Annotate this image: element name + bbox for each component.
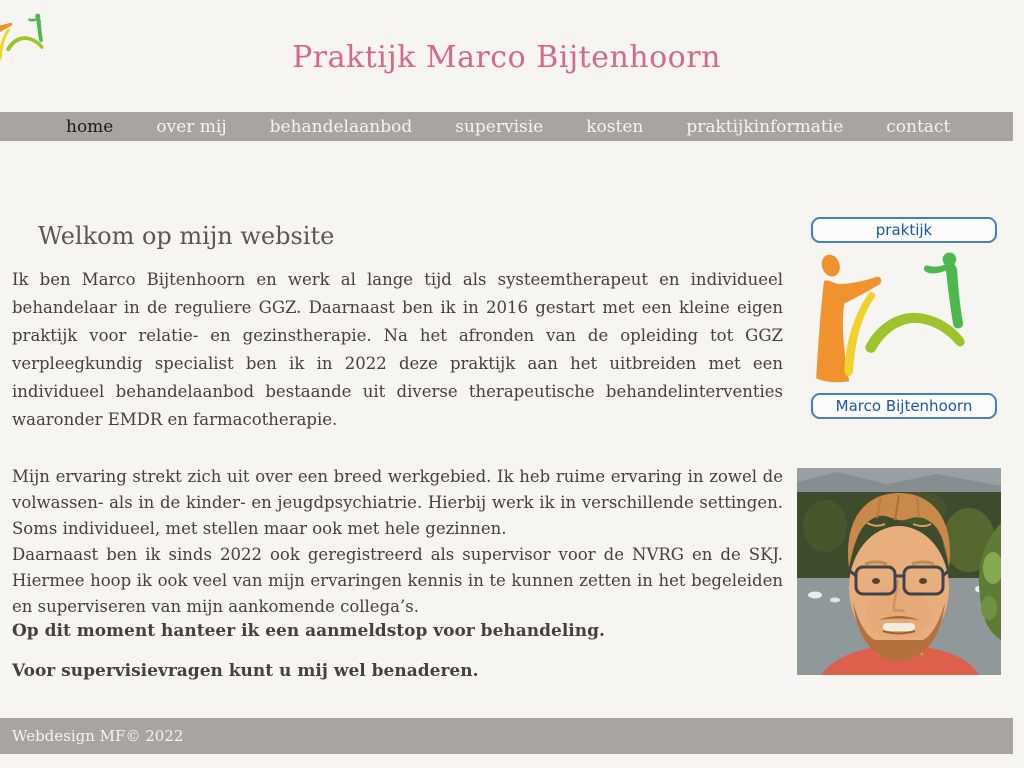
intro-paragraph: Ik ben Marco Bijtenhoorn en werk al lange tijd als systeemtherapeut en individueel behandelaar in de reguliere GGZ. Daarnaast ben ik in 2016 gestart met een kleine eigen praktijk voor relatie- en gezinstherapie. Na het afronden van de opleiding tot GGZ verpleegkundig specialist ben ik in 2022 deze praktijk aan het uitbreiden met een individueel behandelaanbod bestaande uit diverse therapeutische behandelinterventies waaronder EMDR en farmacotherapie. xyxy=(12,270,783,429)
page-title: Welkom op mijn website xyxy=(38,222,335,250)
experience-paragraph xyxy=(12,464,783,620)
marco-bijtenhoorn-button[interactable]: Marco Bijtenhoorn xyxy=(811,393,997,419)
nav-item-behandelaanbod[interactable]: behandelaanbod xyxy=(269,116,413,137)
nav-item-contact[interactable]: contact xyxy=(886,116,951,137)
nav-item-home[interactable]: home xyxy=(66,116,114,137)
site-title: Praktijk Marco Bijtenhoorn xyxy=(292,40,721,75)
nav-item-supervisie[interactable]: supervisie xyxy=(455,116,544,137)
notice-supervisie: Voor supervisievragen kunt u mij wel benaderen. xyxy=(12,661,479,681)
praktijk-button[interactable]: praktijk xyxy=(811,217,997,243)
experience-paragraph-line: Mijn ervaring strekt zich uit over een breed werkgebied. Ik heb ruime ervaring in zowel de volwassen- als in de kinder- en jeugdpsychiatrie. Hierbij werk ik in verschillende settingen. Soms individueel, met stellen maar ook met hele gezinnen. xyxy=(12,467,783,538)
main-nav xyxy=(0,112,1013,141)
footer-credit: Webdesign MF© 2022 xyxy=(12,727,184,745)
footer xyxy=(0,718,1013,754)
portrait-photo xyxy=(797,468,1001,675)
nav-item-praktijkinformatie[interactable]: praktijkinformatie xyxy=(686,116,844,137)
nav-item-kosten[interactable]: kosten xyxy=(586,116,644,137)
experience-paragraph-line: Daarnaast ben ik sinds 2022 ook geregistreerd als supervisor voor de NVRG en de SKJ. Hiermee hoop ik ook veel van mijn ervaringen kennis in te kunnen zetten in het begeleiden en superviseren van mijn aankomende collega’s. xyxy=(12,545,783,616)
practice-logo-icon xyxy=(811,251,977,392)
portrait-photo-illustration xyxy=(797,468,1001,675)
notice-aanmeldstop: Op dit moment hanteer ik een aanmeldstop voor behandeling. xyxy=(12,621,605,641)
nav-item-over-mij[interactable]: over mij xyxy=(156,116,227,137)
